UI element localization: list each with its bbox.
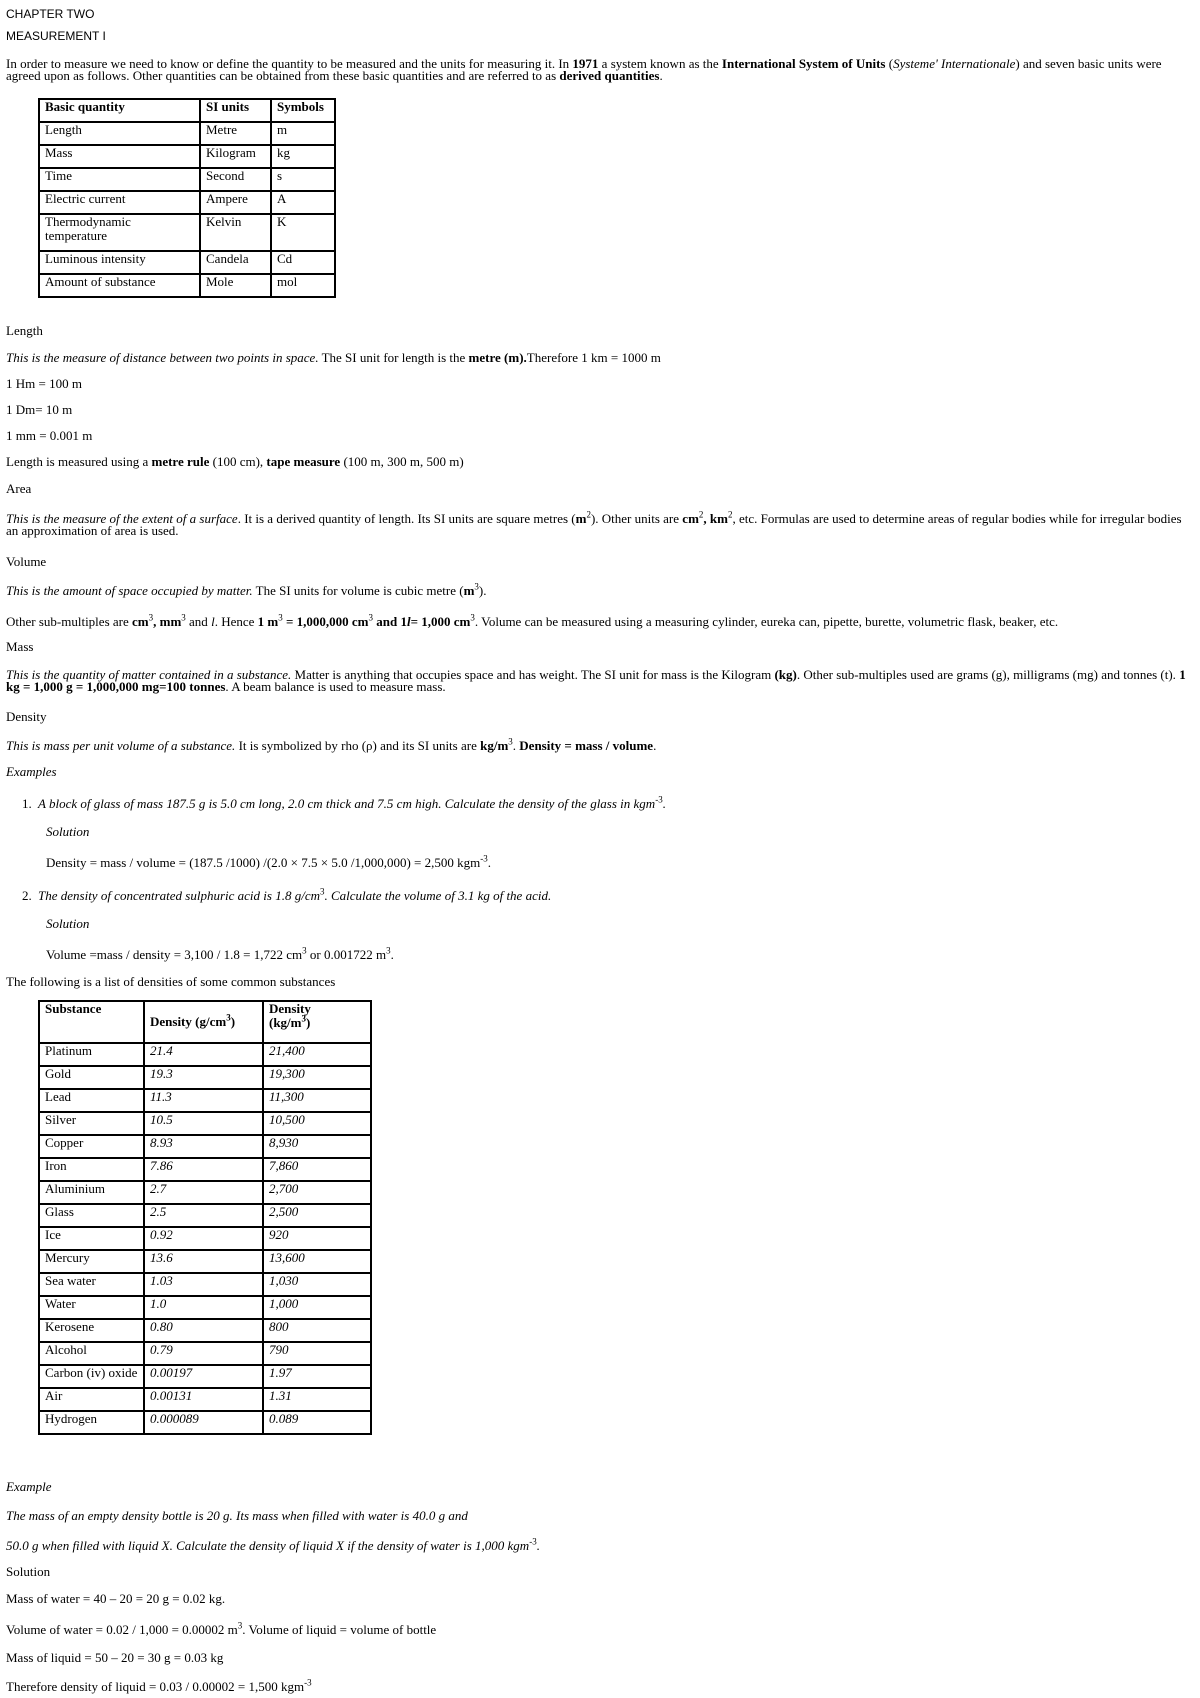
table-cell: 19,300 (263, 1066, 371, 1089)
si-units-table (38, 98, 336, 298)
table-cell: 21.4 (144, 1043, 263, 1066)
table-row (39, 1273, 371, 1296)
table-row (39, 1250, 371, 1273)
table-row (39, 1181, 371, 1204)
example-2-number: 2. (22, 888, 32, 903)
table-cell: A (271, 191, 335, 214)
table-cell: Ampere (200, 191, 271, 214)
table-row (39, 251, 335, 274)
table-cell: mol (271, 274, 335, 297)
mass-paragraph: This is the quantity of matter contained in a substance. Matter is anything that occupies space and has weight. The SI unit for mass is the Kilogram (kg). Other sub-multiples used are grams (g), milligrams (mg) and tonnes (t). 1 kg = 1,000 g = 1,000,000 mg=100 tonnes. A beam balance is used to measure mass. (6, 667, 1186, 694)
table-cell: 10,500 (263, 1112, 371, 1135)
table-cell: 21,400 (263, 1043, 371, 1066)
table-cell: 0.000089 (144, 1411, 263, 1434)
chapter-label: CHAPTER TWO (6, 7, 95, 21)
table-cell: Mass (39, 145, 200, 168)
example-question-line-1: The mass of an empty density bottle is 20 g. Its mass when filled with water is 40.0 g and (6, 1508, 468, 1523)
table-cell: 2,700 (263, 1181, 371, 1204)
table-cell: Lead (39, 1089, 144, 1112)
table-row (39, 1342, 371, 1365)
table-row (39, 1227, 371, 1250)
example-1-number: 1. (22, 796, 32, 811)
example-1-solution-label: Solution (46, 824, 90, 839)
table-cell: 2.5 (144, 1204, 263, 1227)
intro-paragraph: In order to measure we need to know or define the quantity to be measured and the units for measuring it. In 1971 a system known as the International System of Units (Systeme' Internationale) and seven basic units were agreed upon as follows. Other quantities can be obtained from these basic quantities and are referred to as derived quantities. (6, 56, 1162, 83)
table-cell: Time (39, 168, 200, 191)
solution-step-4: Therefore density of liquid = 0.03 / 0.00002 = 1,500 kgm$^{-3}$ (6, 1677, 312, 1694)
table-header-row (39, 1001, 371, 1043)
mass-heading: Mass (6, 639, 34, 654)
table-header-cell: Density $(g/cm^3)$ (150, 1012, 236, 1029)
volume-definition: This is the amount of space occupied by matter. The SI units for volume is cubic metre $(m^3)$. (6, 581, 487, 598)
table-cell: 1.97 (263, 1365, 371, 1388)
table-row (39, 274, 335, 297)
table-cell: 0.92 (144, 1227, 263, 1250)
table-cell: Kerosene (39, 1319, 144, 1342)
table-row (39, 1112, 371, 1135)
table-row (39, 145, 335, 168)
volume-heading: Volume (6, 554, 47, 569)
length-heading: Length (6, 323, 43, 338)
length-mm: 1 mm = 0.001 m (6, 428, 93, 443)
table-cell: Amount of substance (39, 274, 200, 297)
table-cell: s (271, 168, 335, 191)
solution-step-3: Mass of liquid = 50 – 20 = 30 g = 0.03 kg (6, 1650, 224, 1665)
length-hm: 1 Hm = 100 m (6, 376, 82, 391)
table-cell: 13.6 (144, 1250, 263, 1273)
table-cell: Candela (200, 251, 271, 274)
table-header-cell: SI units (206, 99, 249, 114)
table-row (39, 1043, 371, 1066)
table-cell: m (271, 122, 335, 145)
table-row (39, 214, 335, 251)
table-cell: Metre (200, 122, 271, 145)
table-row (39, 1388, 371, 1411)
example-solution-label: Solution (6, 1564, 51, 1579)
table-cell: 0.80 (144, 1319, 263, 1342)
density-table (38, 1000, 372, 1435)
examples-heading: Examples (6, 764, 57, 779)
table-cell: Luminous intensity (39, 251, 200, 274)
table-cell: 0.00197 (144, 1365, 263, 1388)
table-cell: 2.7 (144, 1181, 263, 1204)
table-cell: 1.03 (144, 1273, 263, 1296)
table-cell: 0.089 (263, 1411, 371, 1434)
table-row (39, 191, 335, 214)
volume-submultiples: Other sub-multiples are $cm^3$, $mm^3$ and l. Hence 1 $m^3 = 1,000,000$ $cm^3$ and 1l= 1,000 $cm^3$. Volume can be measured using a measuring cylinder, eureka can, pipette, burette, volumetric flask, beaker, etc. (6, 612, 1059, 629)
table-header-row (39, 99, 335, 122)
table-cell: Alcohol (39, 1342, 144, 1365)
table-cell: Air (39, 1388, 144, 1411)
example-2-answer: Volume =mass / density = 3,100 / 1.8 = 1,722 $cm^3$ or 0.001722 $m^3$. (46, 945, 394, 962)
table-cell: Copper (39, 1135, 144, 1158)
table-cell: 0.79 (144, 1342, 263, 1365)
table-cell: Carbon (iv) oxide (39, 1365, 144, 1388)
table-cell: Thermodynamic temperature (39, 214, 200, 251)
area-heading: Area (6, 481, 32, 496)
table-cell: Hydrogen (39, 1411, 144, 1434)
table-row (39, 1296, 371, 1319)
table-cell: 19.3 (144, 1066, 263, 1089)
table-cell: 10.5 (144, 1112, 263, 1135)
table-row (39, 1319, 371, 1342)
table-cell: 1,000 (263, 1296, 371, 1319)
table-row (39, 168, 335, 191)
table-row (39, 1135, 371, 1158)
table-cell: Kelvin (200, 214, 271, 251)
table-header-cell: Substance (45, 1001, 102, 1016)
example-1-answer: Density = mass / volume = (187.5 /1000) /(2.0 × 7.5 × 5.0 /1,000,000) = 2,500 kgm$^{-3}$. (46, 853, 491, 870)
table-row (39, 1365, 371, 1388)
table-cell: 1.31 (263, 1388, 371, 1411)
table-cell: 7,860 (263, 1158, 371, 1181)
table-row (39, 1066, 371, 1089)
table-header-cell: Basic quantity (45, 99, 125, 114)
table-cell: 800 (263, 1319, 371, 1342)
table-cell: Ice (39, 1227, 144, 1250)
density-definition: This is mass per unit volume of a substance. It is symbolized by rho (ρ) and its SI units are $kg/m^3$. Density = mass / volume. (6, 736, 657, 753)
table-cell: Mercury (39, 1250, 144, 1273)
table-cell: Aluminium (39, 1181, 144, 1204)
table-cell: 11,300 (263, 1089, 371, 1112)
table-cell: 13,600 (263, 1250, 371, 1273)
table-cell: Iron (39, 1158, 144, 1181)
table-cell: 11.3 (144, 1089, 263, 1112)
table-cell: Gold (39, 1066, 144, 1089)
example-2-question: The density of concentrated sulphuric acid is 1.8 $g/cm^3$. Calculate the volume of 3.1 kg of the acid. (38, 886, 552, 903)
length-measured: Length is measured using a metre rule (100 cm), tape measure (100 m, 300 m, 500 m) (6, 454, 464, 469)
table-row (39, 1411, 371, 1434)
table-cell: Second (200, 168, 271, 191)
table-row (39, 1158, 371, 1181)
table-cell: kg (271, 145, 335, 168)
table-row (39, 1089, 371, 1112)
density-list-intro: The following is a list of densities of some common substances (6, 974, 336, 989)
table-row (39, 1204, 371, 1227)
table-row (39, 122, 335, 145)
area-paragraph: This is the measure of the extent of a surface. It is a derived quantity of length. Its SI units are square metres $(m^2)$. Other units are $cm^2$, $km^2$, etc. Formulas are used to determine areas of regular bodies while for irregular bodies an approximation of area is used. (6, 509, 1182, 538)
table-header-cell: Density $(kg/m^3)$ (269, 1001, 311, 1030)
table-cell: Length (39, 122, 200, 145)
length-dm: 1 Dm= 10 m (6, 402, 73, 417)
table-cell: Mole (200, 274, 271, 297)
example-heading: Example (6, 1479, 52, 1494)
table-cell: Glass (39, 1204, 144, 1227)
length-definition: This is the measure of distance between two points in space. The SI unit for length is the metre (m).Therefore 1 km = 1000 m (6, 350, 661, 365)
density-heading: Density (6, 709, 47, 724)
table-cell: 0.00131 (144, 1388, 263, 1411)
solution-step-2: Volume of water = 0.02 / 1,000 = 0.00002 $m^3$. Volume of liquid = volume of bottle (6, 1620, 437, 1637)
table-cell: Water (39, 1296, 144, 1319)
example-question-line-2: 50.0 g when filled with liquid X. Calculate the density of liquid X if the density of water is 1,000 kgm$^{-3}$. (6, 1536, 540, 1553)
table-cell: 790 (263, 1342, 371, 1365)
solution-step-1: Mass of water = 40 – 20 = 20 g = 0.02 kg. (6, 1591, 226, 1606)
table-cell: Electric current (39, 191, 200, 214)
table-cell: 2,500 (263, 1204, 371, 1227)
table-cell: Sea water (39, 1273, 144, 1296)
chapter-title: MEASUREMENT I (6, 29, 106, 43)
table-cell: Kilogram (200, 145, 271, 168)
example-1-question: A block of glass of mass 187.5 g is 5.0 cm long, 2.0 cm thick and 7.5 cm high. Calculate the density of the glass in kgm$^{-3}$. (38, 794, 666, 811)
table-cell: K (271, 214, 335, 251)
example-2-solution-label: Solution (46, 916, 90, 931)
table-cell: 1,030 (263, 1273, 371, 1296)
table-cell: 920 (263, 1227, 371, 1250)
table-cell: 7.86 (144, 1158, 263, 1181)
table-header-cell: Symbols (277, 99, 324, 114)
table-cell: 8,930 (263, 1135, 371, 1158)
table-cell: 1.0 (144, 1296, 263, 1319)
table-cell: Cd (271, 251, 335, 274)
table-cell: Silver (39, 1112, 144, 1135)
table-cell: 8.93 (144, 1135, 263, 1158)
table-cell: Platinum (39, 1043, 144, 1066)
